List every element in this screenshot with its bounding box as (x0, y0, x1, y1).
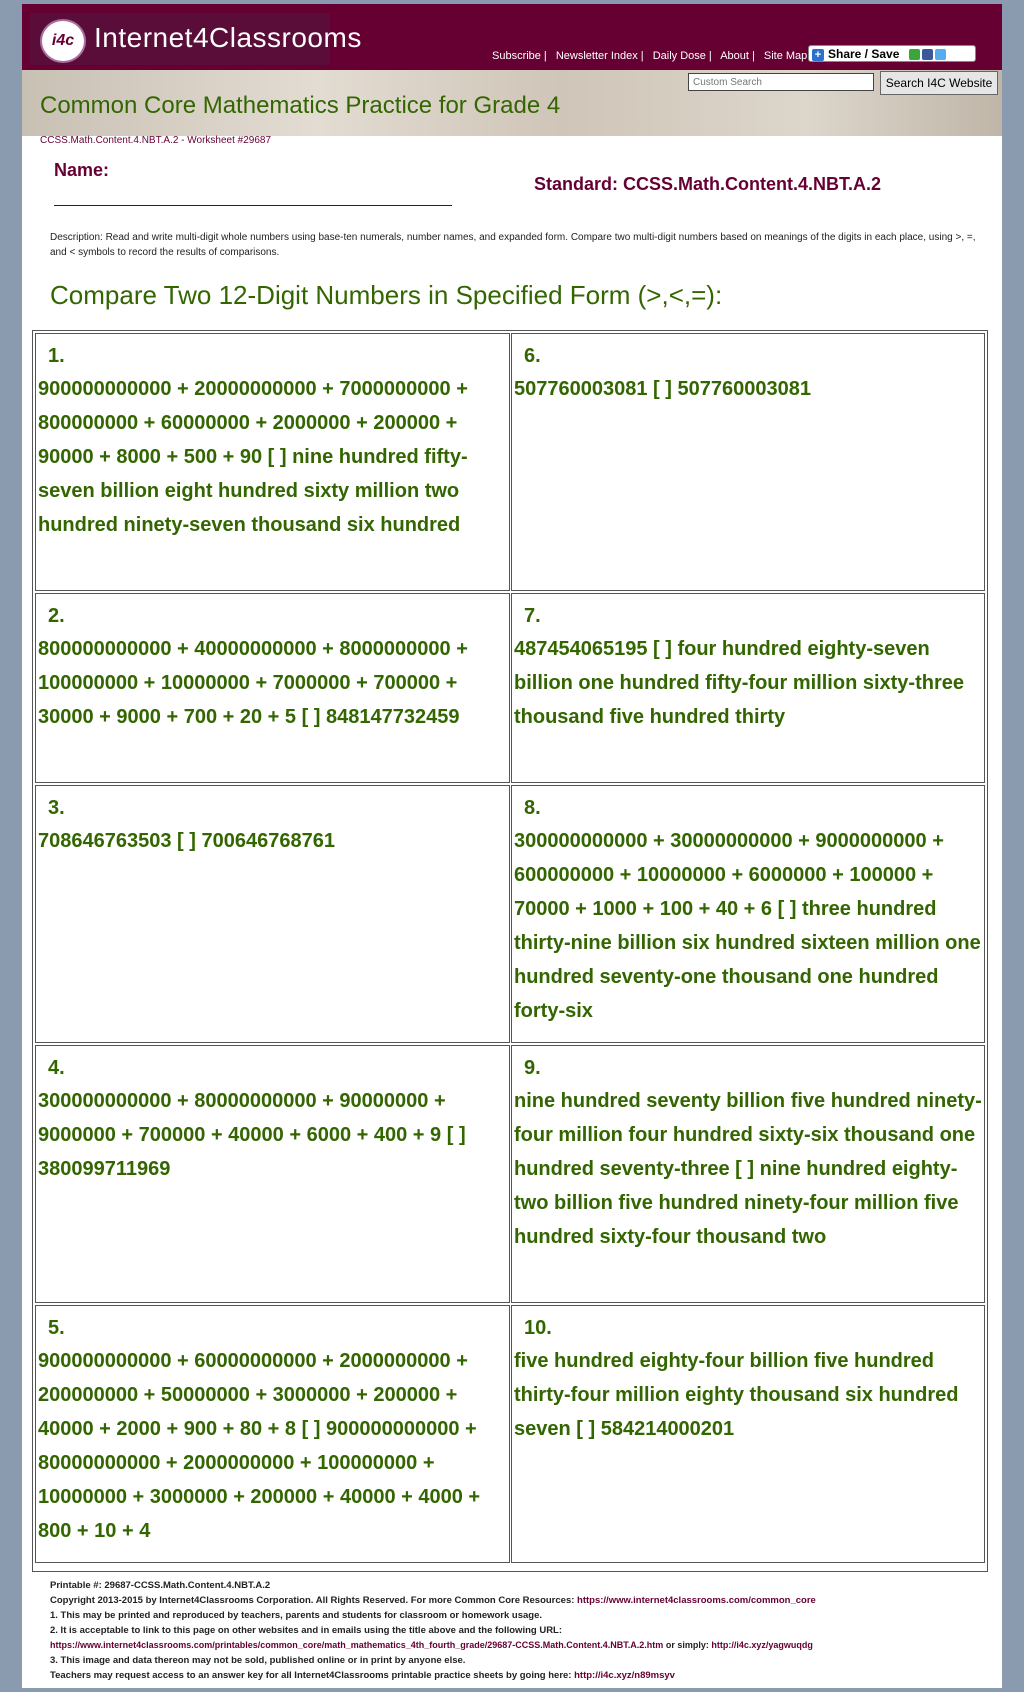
problem-number: 3. (48, 797, 65, 819)
problem-cell (511, 593, 985, 783)
share-email-icon (909, 49, 920, 60)
logo-text: Internet4Classrooms (94, 22, 362, 53)
nav-site-map[interactable]: Site Map (763, 50, 808, 62)
problem-text: 300000000000 + 30000000000 + 9000000000 + 600000000 + 10000000 + 6000000 + 100000 + 70000 + 1000 + 100 + 40 + 6 [ ] three hundred thirty-nine billion six hundred sixteen million one hundred seventy-one thousand one hundred forty-six (514, 830, 981, 1022)
problem-text: 900000000000 + 60000000000 + 2000000000 + 200000000 + 50000000 + 3000000 + 200000 + 40000 + 2000 + 900 + 80 + 8 [ ] 900000000000 + 80000000000 + 2000000000 + 100000000 + 10000000 + 3000000 + 200000 + 40000 + 4000 + 800 + 10 + 4 (38, 1350, 481, 1542)
or-simply-text: or simply: (665, 1640, 709, 1650)
standard-label: Standard: CCSS.Math.Content.4.NBT.A.2 (534, 174, 882, 194)
url-line (50, 1638, 994, 1653)
short-url-link[interactable]: http://i4c.xyz/yagwuqdg (711, 1640, 813, 1650)
share-plus-icon: + (812, 49, 824, 61)
nav-daily-dose[interactable]: Daily Dose (652, 50, 706, 62)
worksheet-url-link[interactable]: https://www.internet4classrooms.com/printables/common_core/math_mathematics_4th_fourth_grade/29687-CCSS.Math.Content.4.NBT.A.2.htm (50, 1640, 664, 1650)
printable-number: Printable #: 29687-CCSS.Math.Content.4.NBT.A.2 (50, 1580, 271, 1591)
share-save-label: Share / Save (828, 47, 900, 61)
nav-about[interactable]: About (720, 50, 749, 62)
problem-text: 800000000000 + 40000000000 + 8000000000 + 100000000 + 10000000 + 7000000 + 700000 + 30000 + 9000 + 700 + 20 + 5 [ ] 848147732459 (38, 638, 468, 728)
problem-text: 900000000000 + 20000000000 + 7000000000 + 800000000 + 60000000 + 2000000 + 200000 + 90000 + 8000 + 500 + 90 [ ] nine hundred fifty-seven billion eight hundred sixty million two hundred ninety-seven thousand six hundred (38, 378, 468, 536)
problem-text: five hundred eighty-four billion five hundred thirty-four million eighty thousand six hundred seven [ ] 584214000201 (514, 1350, 959, 1440)
logo-badge-icon: i4c (40, 19, 86, 63)
problem-cell (35, 593, 510, 783)
problem-text: nine hundred seventy billion five hundred ninety-four million four hundred sixty-six thousand one hundred seventy-three [ ] nine hundred eighty-two billion five hundred ninety-four million five hundred sixty-four thousand two (514, 1090, 982, 1248)
footer-note-1: 1. This may be printed and reproduced by teachers, parents and students for classroom or homework usage. (50, 1610, 543, 1621)
search-input[interactable] (688, 73, 874, 91)
page-title: Common Core Mathematics Practice for Grade 4 (40, 92, 561, 119)
answer-key-link[interactable]: http://i4c.xyz/n89msyv (574, 1670, 675, 1681)
copyright-text: Copyright 2013-2015 by Internet4Classrooms Corporation. All Rights Reserved. For more Common Core Resources: (50, 1595, 575, 1606)
problem-number: 8. (524, 797, 541, 819)
description: Description: Read and write multi-digit whole numbers using base-ten numerals, number names, and expanded form. Compare two multi-digit numbers based on meanings of the digits in each place, using >, =, and < symbols to record the results of comparisons. (50, 232, 976, 258)
footer-note-2: 2. It is acceptable to link to this page on other websites and in emails using the title above and the following URL: (50, 1625, 563, 1636)
facebook-icon (922, 49, 933, 60)
problem-number: 5. (48, 1317, 65, 1339)
footer-note-3: 3. This image and data thereon may not be sold, published online or in print by anyone else. (50, 1655, 466, 1666)
problems-table (32, 330, 988, 1572)
problem-number: 2. (48, 605, 65, 627)
problem-cell (35, 1045, 510, 1303)
twitter-icon (935, 49, 946, 60)
name-label: Name: (54, 160, 110, 180)
search-button[interactable]: Search I4C Website (880, 71, 998, 95)
problem-cell (511, 1045, 985, 1303)
problem-text: 300000000000 + 80000000000 + 90000000 + 9000000 + 700000 + 40000 + 6000 + 400 + 9 [ ] 380099711969 (38, 1090, 466, 1180)
site-logo[interactable] (30, 13, 362, 65)
problem-text: 708646763503 [ ] 700646768761 (38, 830, 335, 852)
worksheet-page (22, 4, 1002, 1688)
problem-number: 10. (524, 1317, 552, 1339)
problem-cell (511, 785, 985, 1043)
top-nav: Subscribe | Newsletter Index | Daily Dose | About | Site Map (492, 50, 808, 62)
problem-text: 507760003081 [ ] 507760003081 (514, 378, 811, 400)
common-core-link[interactable]: https://www.internet4classrooms.com/common_core (577, 1595, 816, 1606)
name-line (54, 205, 452, 206)
problem-text: 487454065195 [ ] four hundred eighty-seven billion one hundred fifty-four million sixty-three thousand five hundred thirty (514, 638, 964, 728)
problem-cell (35, 785, 510, 1043)
problem-number: 7. (524, 605, 541, 627)
problem-number: 9. (524, 1057, 541, 1079)
footer (50, 1578, 994, 1683)
section-heading: Compare Two 12-Digit Numbers in Specified Form (>,<,=): (50, 280, 723, 310)
answer-key-text: Teachers may request access to an answer key for all Internet4Classrooms printable practice sheets by going here: (50, 1670, 572, 1681)
problem-cell (35, 333, 510, 591)
worksheet-id: CCSS.Math.Content.4.NBT.A.2 - Worksheet #29687 (40, 135, 272, 146)
problem-number: 1. (48, 345, 65, 367)
copyright-line (50, 1593, 994, 1608)
problem-cell (511, 333, 985, 591)
answer-key-line (50, 1668, 994, 1683)
problem-cell (35, 1305, 510, 1563)
problem-number: 4. (48, 1057, 65, 1079)
site-header (22, 4, 1002, 70)
problem-cell (511, 1305, 985, 1563)
nav-newsletter-index[interactable]: Newsletter Index (555, 50, 638, 62)
share-save-button[interactable] (808, 45, 976, 62)
nav-subscribe[interactable]: Subscribe (492, 50, 541, 62)
problem-number: 6. (524, 345, 541, 367)
